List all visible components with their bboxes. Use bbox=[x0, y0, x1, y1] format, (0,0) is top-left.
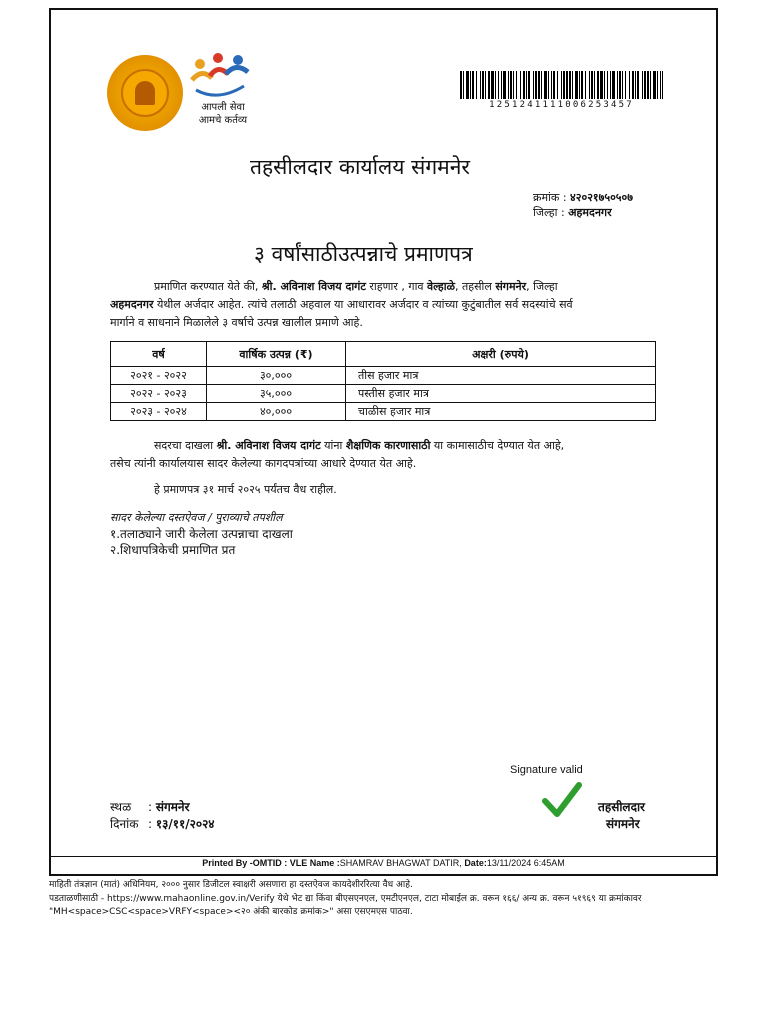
barcode-bar bbox=[617, 71, 618, 99]
place-line: स्थळ : संगमनेर bbox=[110, 800, 190, 814]
printed-by-line: Printed By -OMTID : VLE Name :SHAMRAV BHAGWAT DATIR, Date:13/11/2024 6:45AM bbox=[202, 858, 565, 868]
barcode-bar bbox=[629, 71, 630, 99]
words-cell: पस्तीस हजार मात्र bbox=[346, 385, 656, 403]
office-title: तहसीलदार कार्यालय संगमनेर bbox=[250, 155, 470, 179]
barcode-bar bbox=[557, 71, 558, 99]
barcode-bar bbox=[523, 71, 525, 99]
maharashtra-seal-icon bbox=[107, 55, 183, 131]
barcode-bar bbox=[466, 71, 469, 99]
barcode-bar bbox=[513, 71, 514, 99]
barcode-bar bbox=[589, 71, 590, 99]
barcode-bar bbox=[657, 71, 658, 99]
year-cell: २०२२ - २०२३ bbox=[111, 385, 207, 403]
documents-heading: सादर केलेल्या दस्तऐवज / पुराव्याचे तपशील bbox=[110, 511, 283, 524]
barcode-bar bbox=[488, 71, 490, 99]
document-item: २.शिधापत्रिकेची प्रमाणित प्रत bbox=[110, 543, 236, 557]
barcode-bar bbox=[526, 71, 527, 99]
barcode-bar bbox=[460, 71, 462, 99]
barcode-bar bbox=[510, 71, 512, 99]
barcode-bar bbox=[625, 71, 626, 99]
words-cell: चाळीस हजार मात्र bbox=[346, 403, 656, 421]
date-line: दिनांक : १३/११/२०२४ bbox=[110, 817, 215, 831]
document-title: ३ वर्षांसाठीउत्पन्नाचे प्रमाणपत्र bbox=[254, 242, 473, 266]
barcode-bar bbox=[472, 71, 474, 99]
barcode-bar bbox=[642, 71, 643, 99]
income-cell: ३०,००० bbox=[207, 367, 346, 385]
barcode-bar bbox=[653, 71, 656, 99]
barcode-bar bbox=[482, 71, 484, 99]
barcode-bar bbox=[581, 71, 583, 99]
barcode-bar bbox=[597, 71, 599, 99]
barcode-bar bbox=[604, 71, 605, 99]
barcode-bar bbox=[501, 71, 502, 99]
barcode-bar bbox=[508, 71, 509, 99]
barcode-bar bbox=[470, 71, 471, 99]
barcode-bar bbox=[572, 71, 573, 99]
barcode-bar bbox=[495, 71, 496, 99]
barcode-bar bbox=[622, 71, 623, 99]
validity-text: हे प्रमाणपत्र ३१ मार्च २०२५ पर्यंतच वैध राहील. bbox=[154, 483, 337, 496]
signatory-designation: तहसीलदार bbox=[598, 800, 645, 814]
barcode-bar bbox=[463, 71, 464, 99]
intro-paragraph: प्रमाणित करण्यात येते की, श्री. अविनाश विजय दागंट राहणार , गाव वेल्हाळे, तहसील संगमनेर, जिल्हा अहमदनगर येथील अर्जदार आहेत. त्यांचे तलाठी अहवाल या आधारावर अर्जदार व त्यांच्या कुटुंबातील सर्व सदस्यांचे सर्व मार्गाने व साधनाने मिळालेले ३ वर्षाचे उत्पन्न खालील प्रमाणे आहे. bbox=[110, 280, 573, 329]
table-header-row bbox=[111, 342, 656, 367]
barcode-bar bbox=[579, 71, 580, 99]
barcode-bar bbox=[566, 71, 568, 99]
barcode-bar bbox=[647, 71, 649, 99]
barcode-bar bbox=[607, 71, 608, 99]
aaple-logo-caption: आपली सेवा आमचे कर्तव्य bbox=[198, 102, 248, 126]
year-cell: २०२१ - २०२२ bbox=[111, 367, 207, 385]
barcode-number: 1251241111006253457 bbox=[489, 100, 634, 110]
barcode-bar bbox=[541, 71, 542, 99]
barcode-bar bbox=[535, 71, 537, 99]
printed-divider bbox=[51, 856, 716, 857]
barcode-bar bbox=[563, 71, 565, 99]
purpose-paragraph: सदरचा दाखला श्री. अविनाश विजय दागंट यांना शैक्षणिक कारणासाठी या कामासाठीच देण्यात येत आहे, तसेच त्यांनी कार्यालयास सादर केलेल्या कागदपत्रांच्या आधारे देण्यात येत आहे. bbox=[110, 439, 565, 470]
barcode-bar bbox=[476, 71, 477, 99]
barcode-bar bbox=[610, 71, 611, 99]
barcode-bar bbox=[650, 71, 651, 99]
kramank-line: क्रमांक : ४२०२१७५०५०७ bbox=[533, 191, 633, 204]
barcode-bar bbox=[548, 71, 549, 99]
barcode-bar bbox=[660, 71, 661, 99]
barcode-bar bbox=[644, 71, 646, 99]
barcode-bar bbox=[498, 71, 499, 99]
signature-status: Signature valid bbox=[510, 764, 583, 776]
barcode-bar bbox=[612, 71, 615, 99]
barcode-bar bbox=[591, 71, 593, 99]
table-row bbox=[111, 403, 656, 421]
header-in-words: अक्षरी (रुपये) bbox=[346, 342, 656, 367]
barcode-bar bbox=[561, 71, 562, 99]
table-row bbox=[111, 385, 656, 403]
barcode-bar bbox=[516, 71, 517, 99]
barcode-bar bbox=[662, 71, 663, 99]
barcode-bar bbox=[594, 71, 595, 99]
income-cell: ३५,००० bbox=[207, 385, 346, 403]
barcode-bar bbox=[619, 71, 621, 99]
jilha-line: जिल्हा : अहमदनगर bbox=[533, 206, 612, 219]
document-item: १.तलाठ्याने जारी केलेला उत्पन्नाचा दाखला bbox=[110, 527, 293, 541]
income-table bbox=[110, 341, 656, 421]
barcode-bar bbox=[528, 71, 530, 99]
barcode-bar bbox=[637, 71, 639, 99]
header-year: वर्ष bbox=[111, 342, 207, 367]
barcode-bar bbox=[585, 71, 586, 99]
barcode-bar bbox=[503, 71, 506, 99]
barcode-bar bbox=[491, 71, 494, 99]
table-row bbox=[111, 367, 656, 385]
barcode-bar bbox=[538, 71, 540, 99]
footer-legal-line: माहिती तंत्रज्ञान (मातं) अधिनियम, २००० नुसार डिजीटल स्वाक्षरी असणारा हा दस्तऐवज कायदेशीररित्या वैध आहे. bbox=[49, 880, 413, 890]
header-income: वार्षिक उत्पन्न (₹) bbox=[207, 342, 346, 367]
barcode-bar bbox=[480, 71, 481, 99]
barcode-bar bbox=[569, 71, 571, 99]
signatory-place: संगमनेर bbox=[606, 817, 640, 831]
barcode-bar bbox=[520, 71, 521, 99]
barcode-bar bbox=[544, 71, 547, 99]
barcode-bar bbox=[533, 71, 534, 99]
words-cell: तीस हजार मात्र bbox=[346, 367, 656, 385]
barcode-bar bbox=[575, 71, 578, 99]
barcode-bar bbox=[632, 71, 634, 99]
barcode-bar bbox=[553, 71, 555, 99]
barcode-bar bbox=[485, 71, 486, 99]
footer-verify-line: पडताळणीसाठी - https://www.mahaonline.gov.in/Verify येथे भेट द्या किंवा बीएसएनएल, एमटीएनएल, टाटा मोबाईल क्र. वरून १६६/ अन्य क्र. वरून ५१९६९ या क्रमांकावर bbox=[49, 894, 642, 904]
footer-sms-line: "MH<space>CSC<space>VRFY<space><२० अंकी बारकोड क्रमांक>" असा एसएमएस पाठवा. bbox=[49, 907, 413, 917]
barcode-image bbox=[460, 71, 663, 99]
income-cell: ४०,००० bbox=[207, 403, 346, 421]
checkmark-icon bbox=[542, 781, 582, 819]
barcode-bar bbox=[600, 71, 603, 99]
barcode-bar bbox=[551, 71, 552, 99]
year-cell: २०२३ - २०२४ bbox=[111, 403, 207, 421]
barcode-bar bbox=[635, 71, 636, 99]
